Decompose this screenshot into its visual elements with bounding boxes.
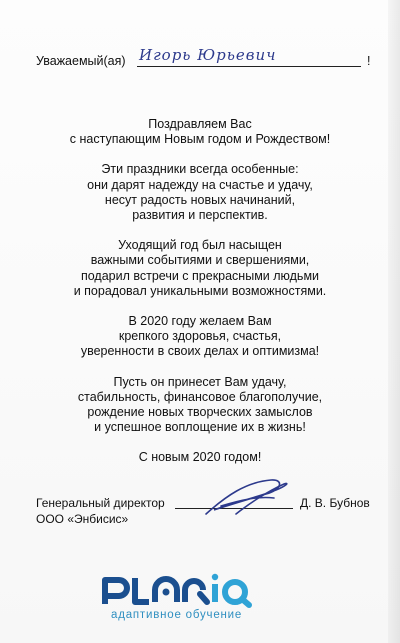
letter-line: и порадовал уникальными возможностями. xyxy=(73,283,327,298)
letter-line: стабильность, финансовое благополучие, xyxy=(77,389,323,404)
letter-line: Пусть он принесет Вам удачу, xyxy=(113,374,287,389)
letter-line: и успешное воплощение их в жизнь! xyxy=(94,420,306,435)
letter-line: крепкого здоровья, счастья, xyxy=(118,329,282,344)
signer-title: Генеральный директор xyxy=(36,496,165,510)
letter-line: они дарят надежду на счастье и удачу, xyxy=(87,177,313,192)
letter-line: С новым 2020 годом! xyxy=(138,450,262,465)
letter-line: Эти праздники всегда особенные: xyxy=(101,162,299,177)
signature-block xyxy=(36,482,376,532)
letter-line: развития и перспектив. xyxy=(132,208,268,223)
plario-wordmark-icon xyxy=(85,572,295,608)
letter-line: рождение новых творческих замыслов xyxy=(87,405,313,420)
letter-paragraph xyxy=(20,314,380,360)
letter-line: несут радость новых начинаний, xyxy=(104,192,296,207)
letter-paragraph xyxy=(20,162,380,223)
salutation-line xyxy=(36,46,371,70)
recipient-name-handwritten: Игорь Юрьевич xyxy=(139,46,277,64)
recipient-underline xyxy=(137,66,361,67)
salutation-label: Уважаемый(ая) xyxy=(36,54,126,68)
letter-line: с наступающим Новым годом и Рождеством! xyxy=(69,132,331,147)
signer-company: ООО «Энбисис» xyxy=(36,512,129,526)
letter-line: уверенности в своих делах и оптимизма! xyxy=(80,344,320,359)
logo-tagline: адаптивное обучение xyxy=(111,609,243,621)
salutation-exclamation: ! xyxy=(367,54,371,68)
letter-line: Поздравляем Вас xyxy=(148,117,252,131)
signer-name: Д. В. Бубнов xyxy=(300,496,370,510)
handwritten-signature xyxy=(186,476,296,520)
page-edge-shadow xyxy=(388,0,400,643)
plario-logo xyxy=(85,572,295,622)
letter-line: В 2020 году желаем Вам xyxy=(128,314,272,329)
letter-paragraph xyxy=(20,117,380,147)
letter-paragraph xyxy=(20,238,380,299)
letter-paragraph xyxy=(20,450,380,465)
letter-paragraph xyxy=(20,375,380,436)
letter-body xyxy=(20,117,380,481)
letter-line: Уходящий год был насыщен xyxy=(118,238,282,253)
letter-line: подарил встречи с прекрасными людьми xyxy=(80,268,320,283)
letter-line: важными событиями и свершениями, xyxy=(90,253,310,268)
